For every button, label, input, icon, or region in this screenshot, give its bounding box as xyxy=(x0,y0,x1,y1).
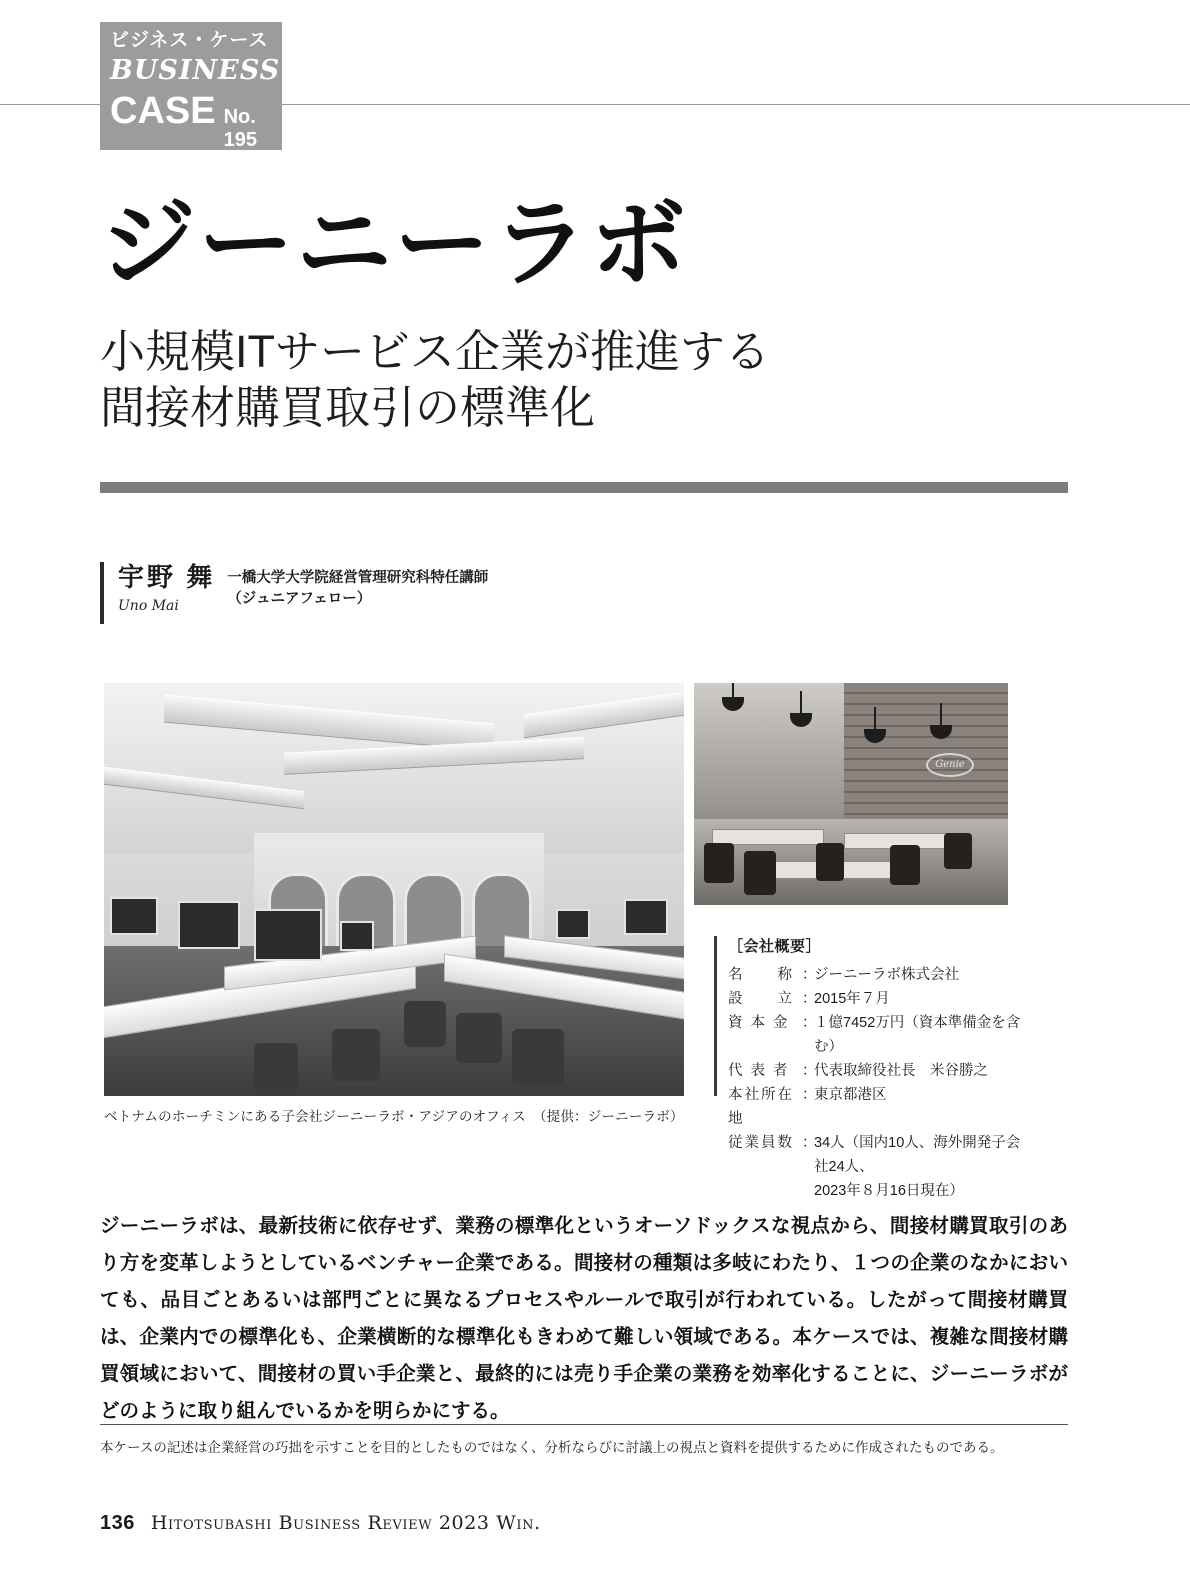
page-number: 136 xyxy=(100,1512,135,1534)
company-profile-title: ［会社概要］ xyxy=(728,938,822,955)
profile-label: 代 表 者 xyxy=(728,1063,790,1079)
page-subtitle xyxy=(100,324,770,436)
profile-value: １億7452万円（資本準備金を含む） xyxy=(814,1015,1021,1055)
monitor xyxy=(254,909,322,961)
monitor xyxy=(340,921,374,951)
page-subtitle-line1: 小規模ITサービス企業が推進する xyxy=(100,326,770,377)
profile-separator: ： xyxy=(802,967,817,983)
profile-separator: ： xyxy=(802,1087,817,1103)
profile-value: 東京都港区 xyxy=(814,1087,887,1103)
case-badge-business-label: BUSINESS xyxy=(110,55,281,86)
profile-separator: ： xyxy=(802,1015,817,1031)
profile-row xyxy=(728,1011,1028,1059)
page-footer xyxy=(100,1512,541,1535)
cafe-brick-wall xyxy=(844,683,1008,833)
profile-value: ジーニーラボ株式会社 xyxy=(814,967,959,983)
author-block xyxy=(100,562,488,624)
publication-info: Hitotsubashi Business Review 2023 Win. xyxy=(150,1512,541,1534)
case-badge-case-label: CASE xyxy=(110,90,216,132)
profile-separator: ： xyxy=(802,991,817,1007)
profile-value-continuation: 2023年８月16日現在） xyxy=(814,1183,964,1199)
profile-row xyxy=(728,1131,1028,1179)
profile-label: 本社所在地 xyxy=(728,1087,794,1127)
monitor xyxy=(556,909,590,939)
profile-label: 名 称 xyxy=(728,967,794,983)
profile-value: 34人（国内10人、海外開発子会社24人、 xyxy=(814,1135,1021,1175)
cafe-chair xyxy=(744,851,776,895)
photo-caption: ベトナムのホーチミンにある子会社ジーニーラボ・アジアのオフィス （提供：ジーニーラボ） xyxy=(104,1109,684,1124)
cafe-photo xyxy=(694,683,1008,905)
profile-row xyxy=(728,1059,1028,1083)
note-divider xyxy=(100,1424,1068,1425)
profile-row xyxy=(728,963,1028,987)
cafe-chair xyxy=(704,843,734,883)
office-chair xyxy=(512,1029,564,1085)
office-chair xyxy=(456,1013,502,1063)
company-profile xyxy=(728,935,1028,1203)
office-chair xyxy=(332,1029,380,1081)
disclaimer-note: 本ケースの記述は企業経営の巧拙を示すことを目的としたものではなく、分析ならびに討議上の視点と資料を提供するために作成されたものである。 xyxy=(100,1440,1004,1455)
case-badge-jp-label: ビジネス・ケース xyxy=(110,30,269,51)
profile-row xyxy=(728,1083,1028,1131)
profile-label: 設 立 xyxy=(728,991,794,1007)
profile-accent-bar xyxy=(714,936,717,1096)
author-affiliation-line2: （ジュニアフェロー） xyxy=(227,591,372,607)
lead-paragraph: ジーニーラボは、最新技術に依存せず、業務の標準化というオーソドックスな視点から、間接材購買取引のあり方を変革しようとしているベンチャー企業である。間接材の種類は多岐にわたり、１つの企業のなかにおいても、品目ごとあるいは部門ごとに異なるプロセスやルールで取引が行われている。したがって間接材購買は、企業内での標準化も、企業横断的な標準化もきわめて難しい領域である。本ケースでは、複雑な間接材購買領域において、間接材の買い手企業と、最終的には売り手企業の業務を効率化することに、ジーニーラボがどのように取り組んでいるかを明らかにする。 xyxy=(100,1214,1068,1422)
monitor xyxy=(110,897,158,935)
page-subtitle-line2: 間接材購買取引の標準化 xyxy=(100,382,596,433)
monitor xyxy=(624,899,668,935)
title-divider xyxy=(100,482,1068,493)
profile-value: 2015年７月 xyxy=(814,991,890,1007)
profile-label: 資 本 金 xyxy=(728,1015,790,1031)
case-badge-number: No. 195 xyxy=(223,106,257,151)
author-affiliation xyxy=(227,568,488,610)
profile-value: 代表取締役社長 米谷勝之 xyxy=(814,1063,988,1079)
cafe-left-wall xyxy=(694,683,844,833)
office-photo xyxy=(104,683,684,1096)
profile-separator: ： xyxy=(802,1063,817,1079)
cafe-chair xyxy=(890,845,920,885)
case-badge xyxy=(100,22,282,150)
cafe-chair xyxy=(944,833,972,869)
cafe-chair xyxy=(816,843,844,881)
page-title: ジーニーラボ xyxy=(100,191,688,298)
monitor xyxy=(178,901,240,949)
author-name: 宇野 舞 xyxy=(118,562,216,592)
author-accent-bar xyxy=(100,562,104,624)
profile-row xyxy=(728,987,1028,1011)
author-romanized-name: Uno Mai xyxy=(118,598,179,614)
author-affiliation-line1: 一橋大学大学院経営管理研究科特任講師 xyxy=(227,570,489,586)
profile-label: 従業員数 xyxy=(728,1135,794,1151)
office-chair xyxy=(404,1001,446,1047)
office-chair xyxy=(254,1043,298,1091)
profile-separator: ： xyxy=(802,1135,817,1151)
cafe-logo-icon: Genie xyxy=(926,753,974,777)
